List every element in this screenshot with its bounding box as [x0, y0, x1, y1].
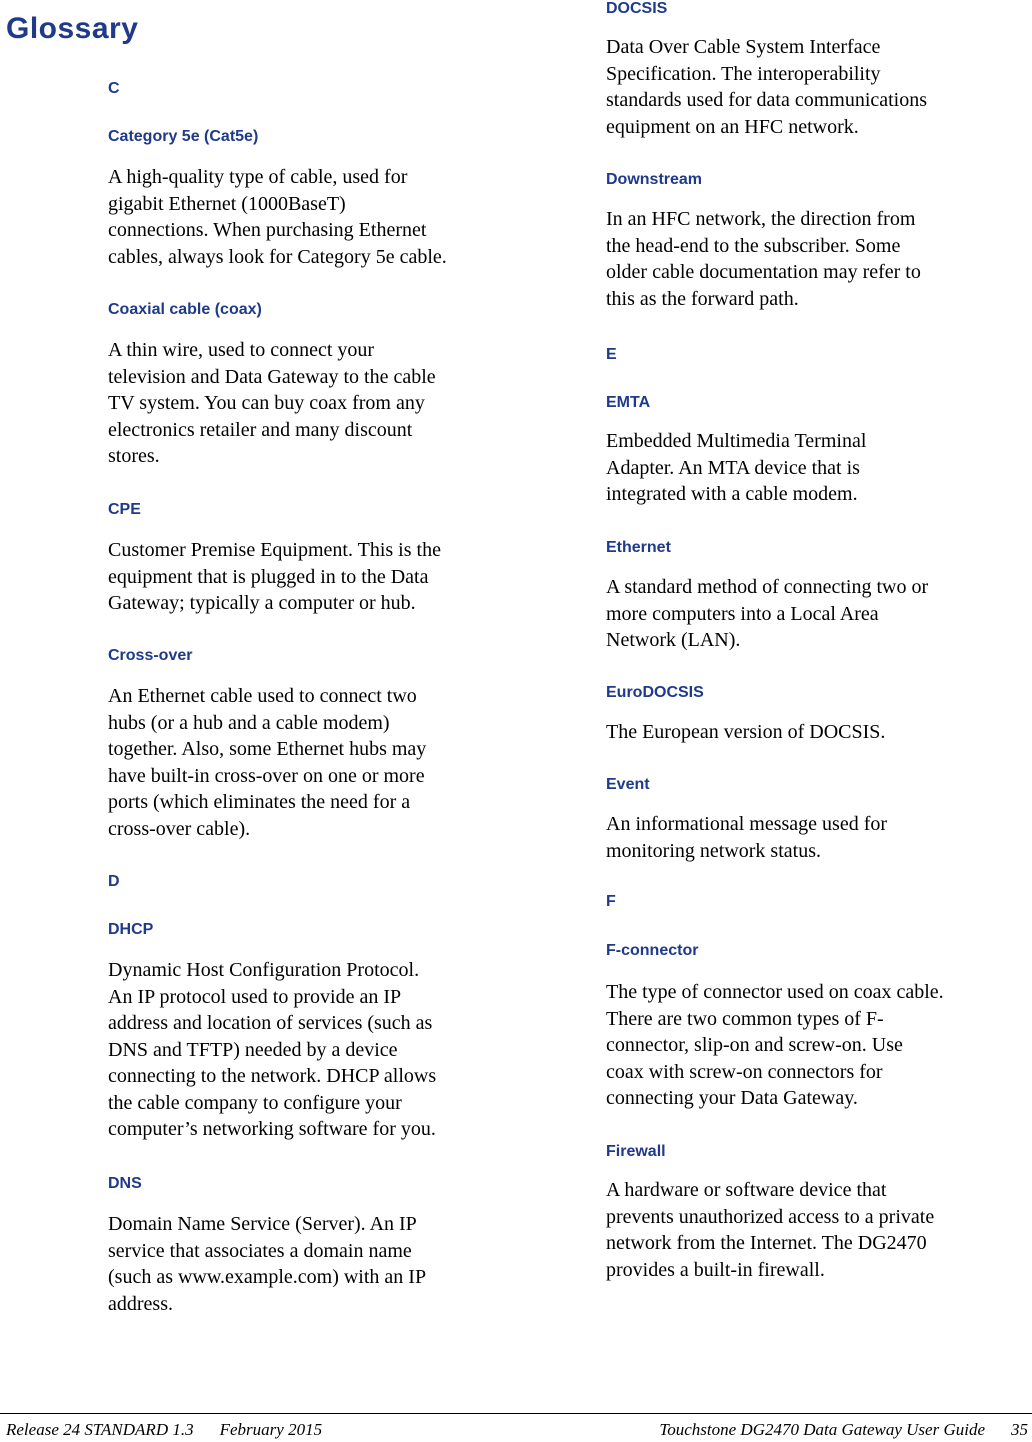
definition-line: A standard method of connecting two or — [606, 576, 929, 598]
definition-line: An informational message used for — [606, 813, 888, 835]
definition-line: have built-in cross-over on one or more — [108, 764, 425, 787]
definition-line: prevents unauthorized access to a private — [606, 1205, 935, 1228]
term-ethernet: Ethernet — [606, 539, 671, 556]
section-letter-c: C — [108, 80, 120, 97]
footer-divider — [0, 1413, 1032, 1414]
definition-line: (such as www.example.com) with an IP — [108, 1266, 427, 1288]
definition-line: cross-over cable). — [108, 817, 251, 840]
definition-fconnector — [606, 979, 944, 1112]
section-letter-f: F — [606, 893, 616, 910]
definition-docsis — [606, 34, 927, 140]
definition-line: gigabit Ethernet (1000BaseT) — [108, 192, 346, 215]
definition-line: A thin wire, used to connect your — [108, 339, 375, 361]
definition-line: older cable documentation may refer to — [606, 261, 921, 283]
definition-line: Data Over Cable System Interface — [606, 36, 881, 58]
definition-line: Dynamic Host Configuration Protocol. — [108, 959, 420, 981]
term-docsis: DOCSIS — [606, 0, 668, 17]
definition-line: Domain Name Service (Server). An IP — [108, 1213, 417, 1235]
definition-line: together. Also, some Ethernet hubs may — [108, 738, 427, 760]
definition-line: connections. When purchasing Ethernet — [108, 219, 427, 241]
footer-guide-info — [659, 1420, 1028, 1440]
definition-dhcp — [108, 957, 436, 1143]
term-cat5e: Category 5e (Cat5e) — [108, 128, 259, 145]
definition-line: monitoring network status. — [606, 839, 821, 862]
definition-line: An Ethernet cable used to connect two — [108, 685, 417, 707]
definition-line: coax with screw-on connectors for — [606, 1060, 883, 1083]
definition-line: The European version of DOCSIS. — [606, 721, 886, 743]
definition-event — [606, 811, 887, 864]
definition-line: connecting your Data Gateway. — [606, 1087, 858, 1109]
definition-downstream — [606, 206, 921, 312]
term-firewall: Firewall — [606, 1143, 666, 1160]
definition-line: electronics retailer and many discount — [108, 418, 413, 441]
page-title: Glossary — [6, 12, 139, 45]
definition-line: integrated with a cable modem. — [606, 483, 858, 505]
term-emta: EMTA — [606, 394, 651, 411]
term-coax: Coaxial cable (coax) — [108, 301, 262, 318]
definition-line: provides a built-in firewall. — [606, 1258, 825, 1281]
definition-line: this as the forward path. — [606, 287, 799, 310]
definition-line: address. — [108, 1292, 173, 1315]
definition-line: the head-end to the subscriber. Some — [606, 234, 901, 257]
definition-line: equipment that is plugged in to the Data — [108, 565, 429, 588]
footer-date: February 2015 — [219, 1420, 323, 1439]
definition-eurodocsis — [606, 719, 885, 746]
definition-line: standards used for data communications — [606, 89, 928, 111]
definition-crossover — [108, 683, 426, 842]
definition-line: Embedded Multimedia Terminal — [606, 430, 867, 452]
definition-line: DNS and TFTP) needed by a device — [108, 1038, 398, 1061]
section-letter-e: E — [606, 346, 617, 363]
definition-cat5e — [108, 164, 447, 270]
definition-line: network from the Internet. The DG2470 — [606, 1232, 927, 1254]
definition-line: Network (LAN). — [606, 629, 741, 651]
page-number: 35 — [1011, 1420, 1028, 1439]
footer-release: Release 24 STANDARD 1.3 — [6, 1420, 194, 1439]
term-crossover: Cross-over — [108, 647, 193, 664]
footer-release-info — [6, 1420, 322, 1440]
definition-line: TV system. You can buy coax from any — [108, 392, 425, 414]
term-eurodocsis: EuroDOCSIS — [606, 684, 704, 701]
definition-line: Adapter. An MTA device that is — [606, 456, 860, 479]
definition-firewall — [606, 1177, 934, 1283]
section-letter-d: D — [108, 873, 120, 890]
definition-coax — [108, 337, 436, 470]
definition-line: address and location of services (such as — [108, 1012, 433, 1034]
definition-line: The type of connector used on coax cable. — [606, 981, 944, 1003]
definition-dns — [108, 1211, 426, 1317]
definition-line: more computers into a Local Area — [606, 602, 879, 625]
definition-emta — [606, 428, 866, 508]
definition-line: equipment on an HFC network. — [606, 115, 859, 138]
definition-line: connector, slip-on and screw-on. Use — [606, 1034, 903, 1056]
definition-line: An IP protocol used to provide an IP — [108, 985, 402, 1008]
definition-line: Customer Premise Equipment. This is the — [108, 539, 441, 561]
definition-line: Specification. The interoperability — [606, 62, 881, 85]
definition-line: stores. — [108, 445, 160, 467]
definition-line: service that associates a domain name — [108, 1239, 412, 1262]
term-downstream: Downstream — [606, 171, 703, 188]
definition-line: In an HFC network, the direction from — [606, 208, 916, 230]
term-cpe: CPE — [108, 501, 141, 518]
definition-line: cables, always look for Category 5e cable. — [108, 245, 447, 268]
definition-line: There are two common types of F- — [606, 1007, 884, 1030]
definition-line: the cable company to configure your — [108, 1091, 402, 1114]
term-fconnector: F-connector — [606, 942, 699, 959]
definition-line: Gateway; typically a computer or hub. — [108, 592, 416, 614]
definition-line: computer’s networking software for you. — [108, 1118, 436, 1140]
definition-line: ports (which eliminates the need for a — [108, 791, 411, 813]
term-dns: DNS — [108, 1175, 142, 1192]
definition-line: connecting to the network. DHCP allows — [108, 1065, 437, 1087]
definition-ethernet — [606, 574, 928, 654]
footer-guide-title: Touchstone DG2470 Data Gateway User Guide — [659, 1420, 985, 1439]
definition-cpe — [108, 537, 441, 617]
term-event: Event — [606, 776, 650, 793]
definition-line: television and Data Gateway to the cable — [108, 365, 436, 388]
definition-line: A high-quality type of cable, used for — [108, 166, 408, 188]
definition-line: A hardware or software device that — [606, 1179, 887, 1201]
definition-line: hubs (or a hub and a cable modem) — [108, 711, 390, 734]
term-dhcp: DHCP — [108, 921, 154, 938]
